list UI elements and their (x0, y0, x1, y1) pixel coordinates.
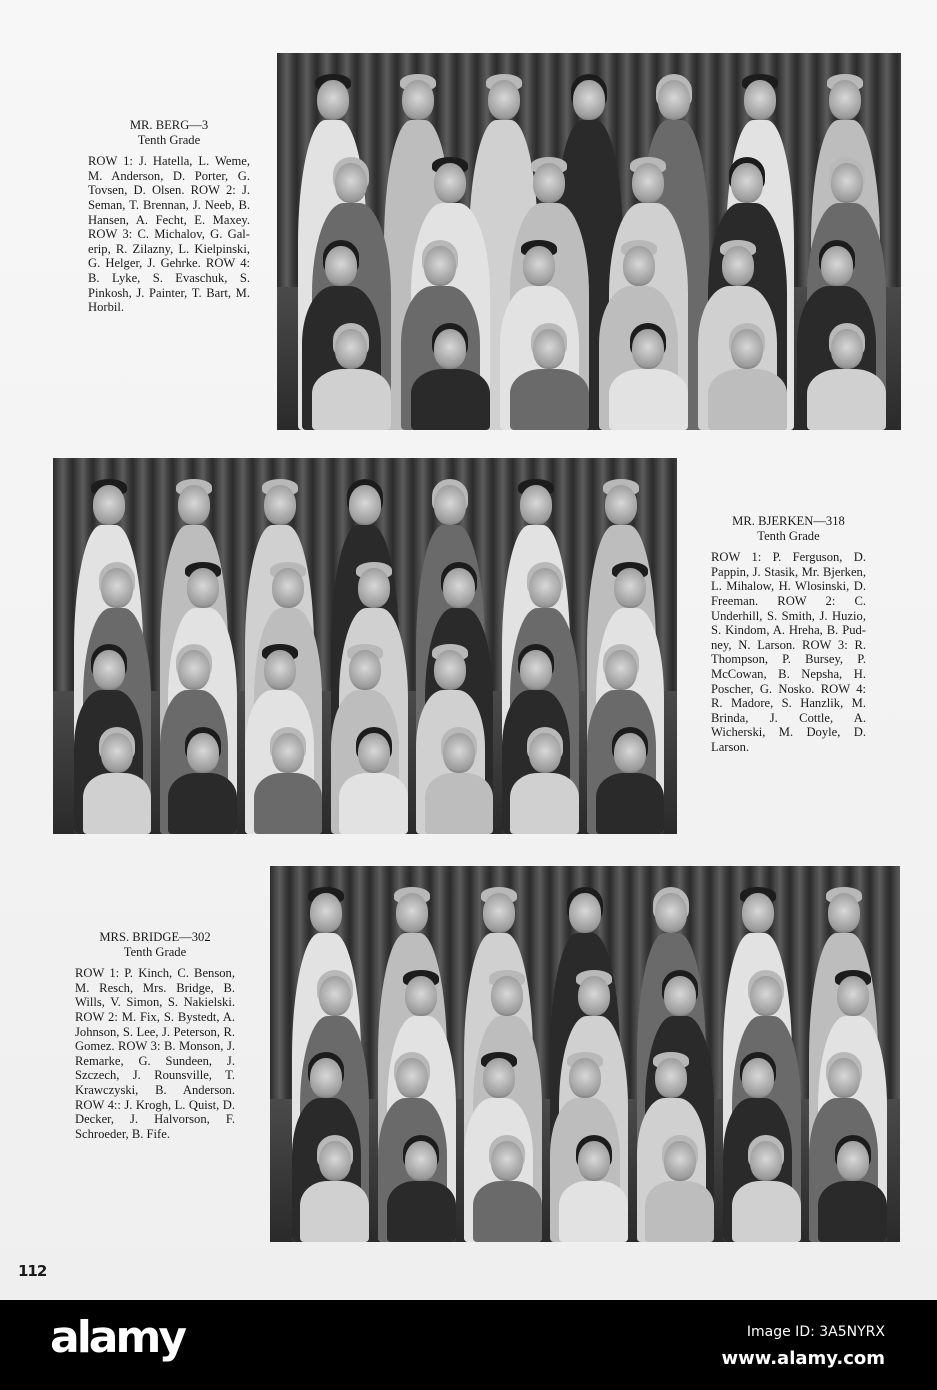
figure-head (264, 650, 296, 690)
figure-head (744, 80, 776, 120)
figure-head (722, 246, 754, 286)
figure-head (434, 650, 466, 690)
figure-head (520, 650, 552, 690)
figure-body (708, 369, 787, 430)
caption-bridge (75, 930, 235, 1141)
figure-head (272, 733, 304, 773)
class-grade: Tenth Grade (123, 944, 187, 959)
student-figure (599, 321, 698, 430)
watermark-url: www.alamy.com (721, 1348, 885, 1369)
figure-body (645, 1181, 714, 1242)
figure-head (828, 1058, 860, 1098)
student-figure (637, 1133, 723, 1242)
student-figure (302, 321, 401, 430)
figure-head (837, 976, 869, 1016)
figure-body (473, 1181, 542, 1242)
figure-head (520, 485, 552, 525)
figure-head (529, 568, 561, 608)
class-photo-bjerken (53, 458, 677, 834)
student-figure (502, 725, 587, 834)
figure-head (831, 163, 863, 203)
figure-head (358, 733, 390, 773)
figure-head (658, 80, 690, 120)
figure-head (178, 485, 210, 525)
student-figure (74, 725, 159, 834)
figure-body (818, 1181, 887, 1242)
figure-head (742, 893, 774, 933)
figure-head (317, 80, 349, 120)
figure-body (168, 773, 236, 834)
figure-head (405, 976, 437, 1016)
figure-head (93, 650, 125, 690)
student-figure (500, 321, 599, 430)
figure-body (411, 369, 490, 430)
class-photo-berg (277, 53, 901, 430)
figure-head (488, 80, 520, 120)
figure-head (325, 246, 357, 286)
figure-body (596, 773, 664, 834)
figure-head (837, 1141, 869, 1181)
figure-head (569, 1058, 601, 1098)
figure-head (664, 976, 696, 1016)
student-figure (292, 1133, 378, 1242)
figure-head (187, 733, 219, 773)
figure-head (443, 568, 475, 608)
caption-berg (88, 118, 250, 315)
student-names: ROW 1: P. Ferguson, D. Pappin, J. Stasik, Mr. Bjerken, L. Mihalow, H. Wlosinski, D. Freeman. ROW 2: C. Underhill, S. Smith, J. Huzio, S. Kindom, A. Hreha, B. Pudney, N. Larson. ROW 3: R. Thompson, P. Bursey, P. McCowan, B. Nepsha, H. Poscher, G. Nosko. ROW 4: R. Madore, S. Hanzlik, M. Brinda, J. Cottle, A. Wicherski, M. Doyle, D. Larson. (711, 550, 866, 754)
figure-head (614, 733, 646, 773)
figure-body (807, 369, 886, 430)
figure-head (402, 80, 434, 120)
figure-body (510, 369, 589, 430)
figure-head (578, 976, 610, 1016)
student-figure (587, 725, 672, 834)
figure-head (491, 1141, 523, 1181)
figure-body (387, 1181, 456, 1242)
student-names: ROW 1: J. Hatella, L. Weme, M. Anderson, D. Porter, G. Tovsen, D. Olsen. ROW 2: J. Seman, T. Brennan, J. Neeb, B. Hansen, A. Fecht, E. Maxey. ROW 3: C. Michalov, G. Galerip, R. Zilazny, L. Kielpinski, G. Helger, J. Gehrke. ROW 4: B. Lyke, S. Evaschuk, S. Pinkosh, J. Painter, T. Bart, M. Horbil. (88, 154, 250, 315)
figure-head (335, 329, 367, 369)
figure-body (312, 369, 391, 430)
figure-head (821, 246, 853, 286)
figure-head (319, 1141, 351, 1181)
figure-head (655, 893, 687, 933)
figure-body (254, 773, 322, 834)
figure-head (623, 246, 655, 286)
page-number: 112 (18, 1262, 47, 1280)
figure-body (510, 773, 578, 834)
figure-head (335, 163, 367, 203)
figure-head (491, 976, 523, 1016)
figure-head (178, 650, 210, 690)
figure-head (731, 329, 763, 369)
student-figure (723, 1133, 809, 1242)
figure-body (83, 773, 151, 834)
figure-head (750, 1141, 782, 1181)
student-figure (550, 1133, 636, 1242)
student-figure (698, 321, 797, 430)
figure-head (742, 1058, 774, 1098)
figure-head (187, 568, 219, 608)
figure-head (358, 568, 390, 608)
figure-head (578, 1141, 610, 1181)
figure-head (310, 1058, 342, 1098)
student-figure (464, 1133, 550, 1242)
figure-head (264, 485, 296, 525)
alamy-logo: alamy (50, 1312, 184, 1363)
student-figure (378, 1133, 464, 1242)
figure-head (434, 163, 466, 203)
image-id: Image ID: 3A5NYRX (746, 1324, 885, 1340)
figure-head (349, 650, 381, 690)
class-grade: Tenth Grade (757, 528, 820, 543)
figure-head (632, 329, 664, 369)
student-figure (416, 725, 501, 834)
figure-head (434, 485, 466, 525)
figure-head (396, 1058, 428, 1098)
figure-head (533, 329, 565, 369)
figure-head (523, 246, 555, 286)
figure-head (101, 568, 133, 608)
figure-head (632, 163, 664, 203)
figure-body (425, 773, 493, 834)
student-figure (160, 725, 245, 834)
caption-bjerken (711, 514, 866, 755)
figure-head (319, 976, 351, 1016)
figure-head (434, 329, 466, 369)
class-title: MRS. BRIDGE—302 (99, 930, 211, 944)
figure-head (829, 80, 861, 120)
watermark-bar (0, 1300, 937, 1390)
figure-head (396, 893, 428, 933)
figure-body (732, 1181, 801, 1242)
figure-head (655, 1058, 687, 1098)
figure-head (731, 163, 763, 203)
figure-head (750, 976, 782, 1016)
class-title: MR. BJERKEN—318 (732, 514, 845, 528)
figure-head (828, 893, 860, 933)
figure-head (573, 80, 605, 120)
figure-head (533, 163, 565, 203)
figure-body (559, 1181, 628, 1242)
figure-head (405, 1141, 437, 1181)
student-figure (401, 321, 500, 430)
student-figure (797, 321, 896, 430)
figure-head (605, 650, 637, 690)
figure-head (349, 485, 381, 525)
figure-body (300, 1181, 369, 1242)
figure-head (483, 893, 515, 933)
class-photo-bridge (270, 866, 900, 1242)
student-figure (809, 1133, 895, 1242)
figure-head (529, 733, 561, 773)
figure-head (272, 568, 304, 608)
student-figure (331, 725, 416, 834)
figure-head (831, 329, 863, 369)
figure-head (443, 733, 475, 773)
figure-head (424, 246, 456, 286)
figure-body (339, 773, 407, 834)
figure-head (310, 893, 342, 933)
figure-head (664, 1141, 696, 1181)
figure-head (614, 568, 646, 608)
figure-head (483, 1058, 515, 1098)
figure-head (605, 485, 637, 525)
figure-body (609, 369, 688, 430)
student-names: ROW 1: P. Kinch, C. Benson, M. Resch, Mrs. Bridge, B. Wills, V. Simon, S. Nakielski. ROW 2: M. Fix, S. Bystedt, A. Johnson, S. Lee, J. Peterson, R. Gomez. ROW 3: B. Monson, J. Remarke, G. Sundeen, J. Szczech, J. Rounsville, T. Krawczyski, B. Anderson. ROW 4:: J. Krogh, L. Quist, D. Decker, J. Halvorson, F. Schroeder, B. Fife. (75, 966, 235, 1141)
student-figure (245, 725, 330, 834)
figure-head (93, 485, 125, 525)
class-grade: Tenth Grade (137, 132, 201, 147)
figure-head (569, 893, 601, 933)
class-title: MR. BERG—3 (129, 118, 209, 132)
figure-head (101, 733, 133, 773)
